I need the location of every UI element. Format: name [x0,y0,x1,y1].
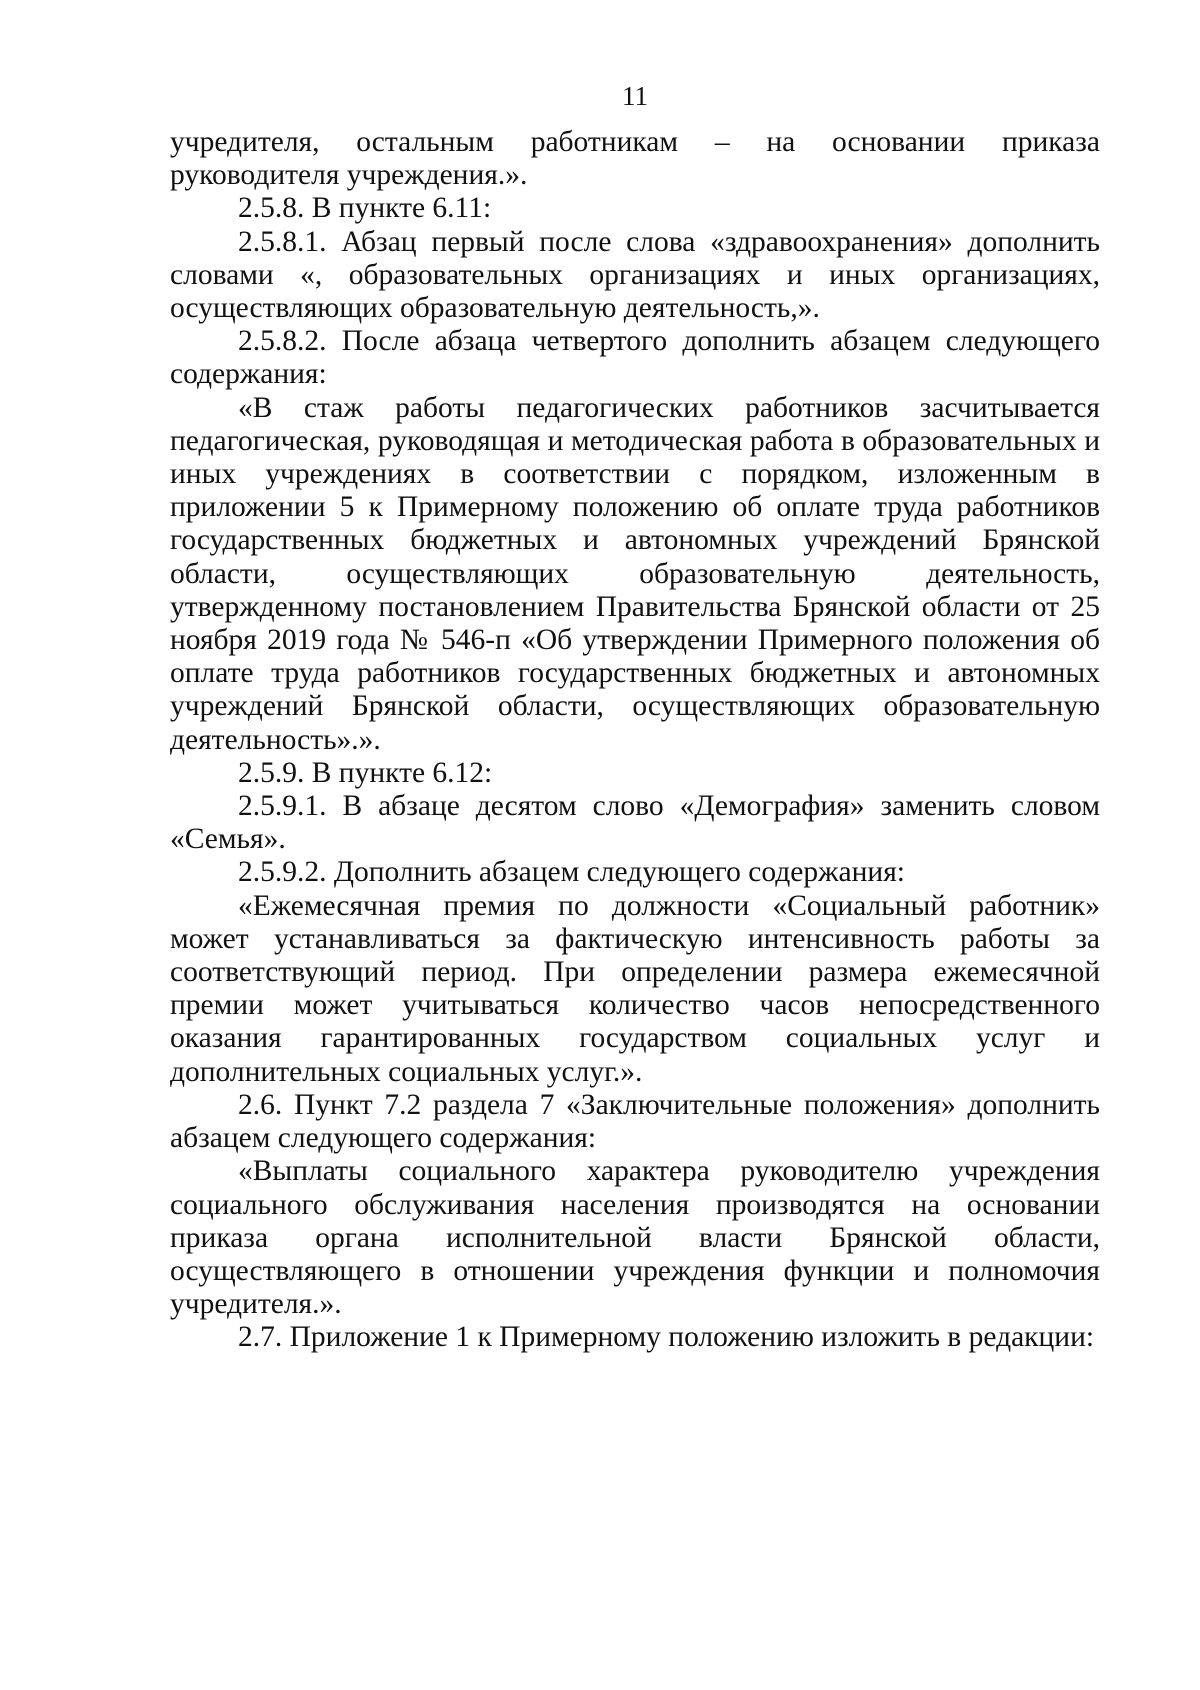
paragraph: 2.5.8.1. Абзац первый после слова «здравоохранения» дополнить словами «, образовательных организациях и иных организациях, осуществляющих образовательную деятельность,». [170,225,1100,325]
document-body [170,126,1100,1355]
paragraph: 2.5.9.1. В абзаце десятом слово «Демография» заменить словом «Семья». [170,790,1100,856]
paragraph: «Выплаты социального характера руководителю учреждения социального обслуживания населения производятся на основании приказа органа исполнительной власти Брянской области, осуществляющего в отношении учреждения функции и полномочия учредителя.». [170,1155,1100,1321]
paragraph: «В стаж работы педагогических работников засчитывается педагогическая, руководящая и методическая работа в образовательных и иных учреждениях в соответствии с порядком, изложенным в приложении 5 к Примерному положению об оплате труда работников государственных бюджетных и автономных учреждений Брянской области, осуществляющих образовательную деятельность, утвержденному постановлением Правительства Брянской области от 25 ноября 2019 года № 546-п «Об утверждении Примерного положения об оплате труда работников государственных бюджетных и автономных учреждений Брянской области, осуществляющих образовательную деятельность».». [170,391,1100,756]
page-number: 11 [622,81,648,111]
paragraph: 2.5.8. В пункте 6.11: [238,192,492,225]
paragraph: 2.7. Приложение 1 к Примерному положению изложить в редакции: [238,1321,1095,1354]
paragraph: 2.6. Пункт 7.2 раздела 7 «Заключительные положения» дополнить абзацем следующего содержания: [170,1088,1100,1155]
paragraph: «Ежемесячная премия по должности «Социальный работник» может устанавливаться за фактическую интенсивность работы за соответствующий период. При определении размера ежемесячной премии может учитываться количество часов непосредственного оказания гарантированных государством социальных услуг и дополнительных социальных услуг.». [170,889,1100,1088]
paragraph: учредителя, остальным работникам – на основании приказа руководителя учреждения.». [170,126,1100,192]
paragraph: 2.5.9.2. Дополнить абзацем следующего содержания: [238,856,905,889]
paragraph: 2.5.8.2. После абзаца четвертого дополнить абзацем следующего содержания: [170,325,1100,391]
paragraph: 2.5.9. В пункте 6.12: [238,756,493,789]
